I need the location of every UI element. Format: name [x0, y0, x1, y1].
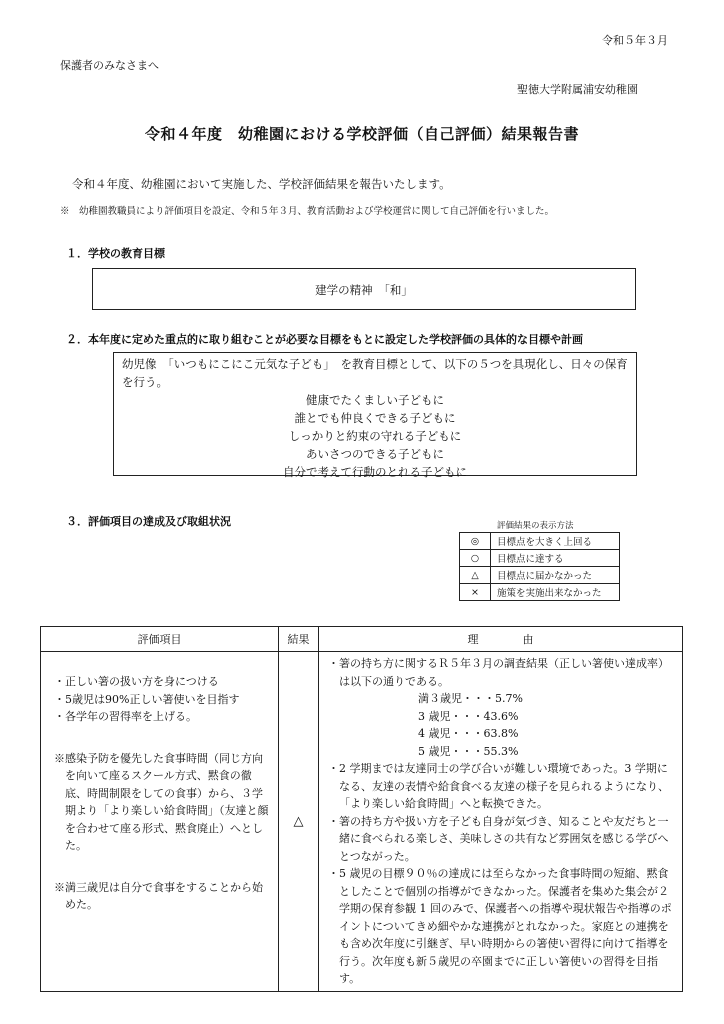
section2-heading: ２．本年度に定めた重点的に取り組むことが必要な目標をもとに設定した学校評価の具体的な目標や計画 — [66, 333, 583, 346]
goal-item: あいさつのできる子どもに — [306, 447, 444, 461]
rates-list — [328, 690, 675, 760]
legend-text: 目標点に届かなかった — [491, 567, 620, 584]
education-goal-text: 建学の精神 「和」 — [315, 283, 413, 297]
rate-item: 4 歳児・・・63.8% — [418, 727, 519, 740]
item-line: ・正しい箸の扱い方を身につける — [54, 675, 219, 688]
goal-item: しっかりと約束の守れる子どもに — [288, 429, 462, 443]
header-reason: 理 由 — [319, 627, 683, 652]
item-note: ※満三歳児は自分で食事をすることから始めた。 — [54, 880, 263, 911]
legend-text: 目標点に達する — [491, 550, 620, 567]
goal-item: 自分で考えて行動のとれる子どもに — [283, 465, 467, 479]
item-line: ・5歳児は90%正しい箸使いを目指す — [54, 692, 240, 706]
reason-item: ・2 学期までは友達同士の学び合いが難しい環境であった。3 学期になる、友達の表情や給食食べる友達の様子を見られるようになり、「より楽しい給食時間」へと転換できた。 — [328, 762, 669, 810]
legend-symbol: △ — [460, 567, 491, 584]
reason-intro: ・箸の持ち方に関するＲ５年３月の調査結果（正しい箸使い達成率）は以下の通りである。 — [328, 657, 669, 688]
reason-cell — [319, 652, 683, 992]
report-date: 令和５年３月 — [602, 34, 668, 47]
goal-item: 誰とでも仲良くできる子どもに — [294, 411, 456, 425]
legend-row — [460, 550, 620, 567]
item-note: ※感染予防を優先した食事時間（同じ方向を向いて座るスクール方式、黙食の徹底、時間制限をしての食事）から、３学期より「より楽しい給食時間」（友達と顔を合わせて座る形式、黙食廃止）へとした。 — [54, 751, 269, 852]
reason-item: ・箸の持ち方や扱い方を子ども自身が気づき、知ることや友だちと一緒に食べられる楽しさ、美味しさの共有など雰囲気を感じる学びへとつながった。 — [328, 814, 669, 863]
goals-box — [113, 352, 637, 479]
note-text: ※ 幼稚園教職員により評価項目を設定、令和５年３月、教育活動および学校運営に関して自己評価を行いました。 — [60, 206, 555, 217]
goals-list — [114, 391, 636, 481]
result-symbol: △ — [279, 652, 319, 992]
legend-table — [459, 532, 620, 601]
table-header-row — [41, 627, 683, 652]
legend-row — [460, 584, 620, 601]
rate-item: 5 歳児・・・55.3% — [418, 744, 519, 758]
goals-lead: 幼児像 「いつもにこにこ元気な子ども」 を教育目標として、以下の５つを具現化し、日々の保育を行う。 — [122, 357, 628, 389]
section3-heading: ３．評価項目の達成及び取組状況 — [66, 515, 231, 528]
item-line: ・各学年の習得率を上げる。 — [54, 710, 197, 723]
organization-name: 聖徳大学附属浦安幼稚園 — [517, 83, 638, 96]
reason-item: ・5 歳児の目標９０％の達成には至らなかった食事時間の短縮、黙食としたことで個別の指導ができなかった。保護者を集めた集会が２学期の保育参観 1 回のみで、保護者への指導や現状報告や指導のポイントについてきめ細やかな連携がとれなかった。家庭との連携をも含め次年度に引継ぎ、早い時期からの箸使い習得に向けて指導を行う。次年度も新５歳児の卒園までに正しい箸使いの習得を目指す。 — [328, 867, 672, 985]
goal-item: 健康でたくましい子どもに — [306, 393, 444, 407]
legend-row — [460, 567, 620, 584]
legend-symbol: × — [460, 584, 491, 601]
table-row — [41, 652, 683, 992]
rate-item: 満３歳児・・・5.7% — [418, 692, 523, 705]
greeting: 保護者のみなさまへ — [60, 59, 159, 72]
document-title: 令和４年度 幼稚園における学校評価（自己評価）結果報告書 — [144, 125, 579, 143]
header-result: 結果 — [279, 627, 319, 652]
legend-symbol: ○ — [460, 550, 491, 567]
legend-row — [460, 533, 620, 550]
header-item: 評価項目 — [41, 627, 279, 652]
legend-caption: 評価結果の表示方法 — [497, 521, 574, 531]
education-goal-box — [92, 268, 636, 310]
legend-text: 目標点を大きく上回る — [491, 533, 620, 550]
legend-symbol: ◎ — [460, 533, 491, 550]
evaluation-items-cell — [41, 652, 279, 992]
section1-heading: １．学校の教育目標 — [66, 247, 165, 260]
legend-text: 施策を実施出来なかった — [491, 584, 620, 601]
evaluation-table — [40, 626, 683, 992]
rate-item: 3 歳児・・・43.6% — [418, 709, 519, 723]
intro-text: 令和４年度、幼稚園において実施した、学校評価結果を報告いたします。 — [72, 177, 451, 191]
